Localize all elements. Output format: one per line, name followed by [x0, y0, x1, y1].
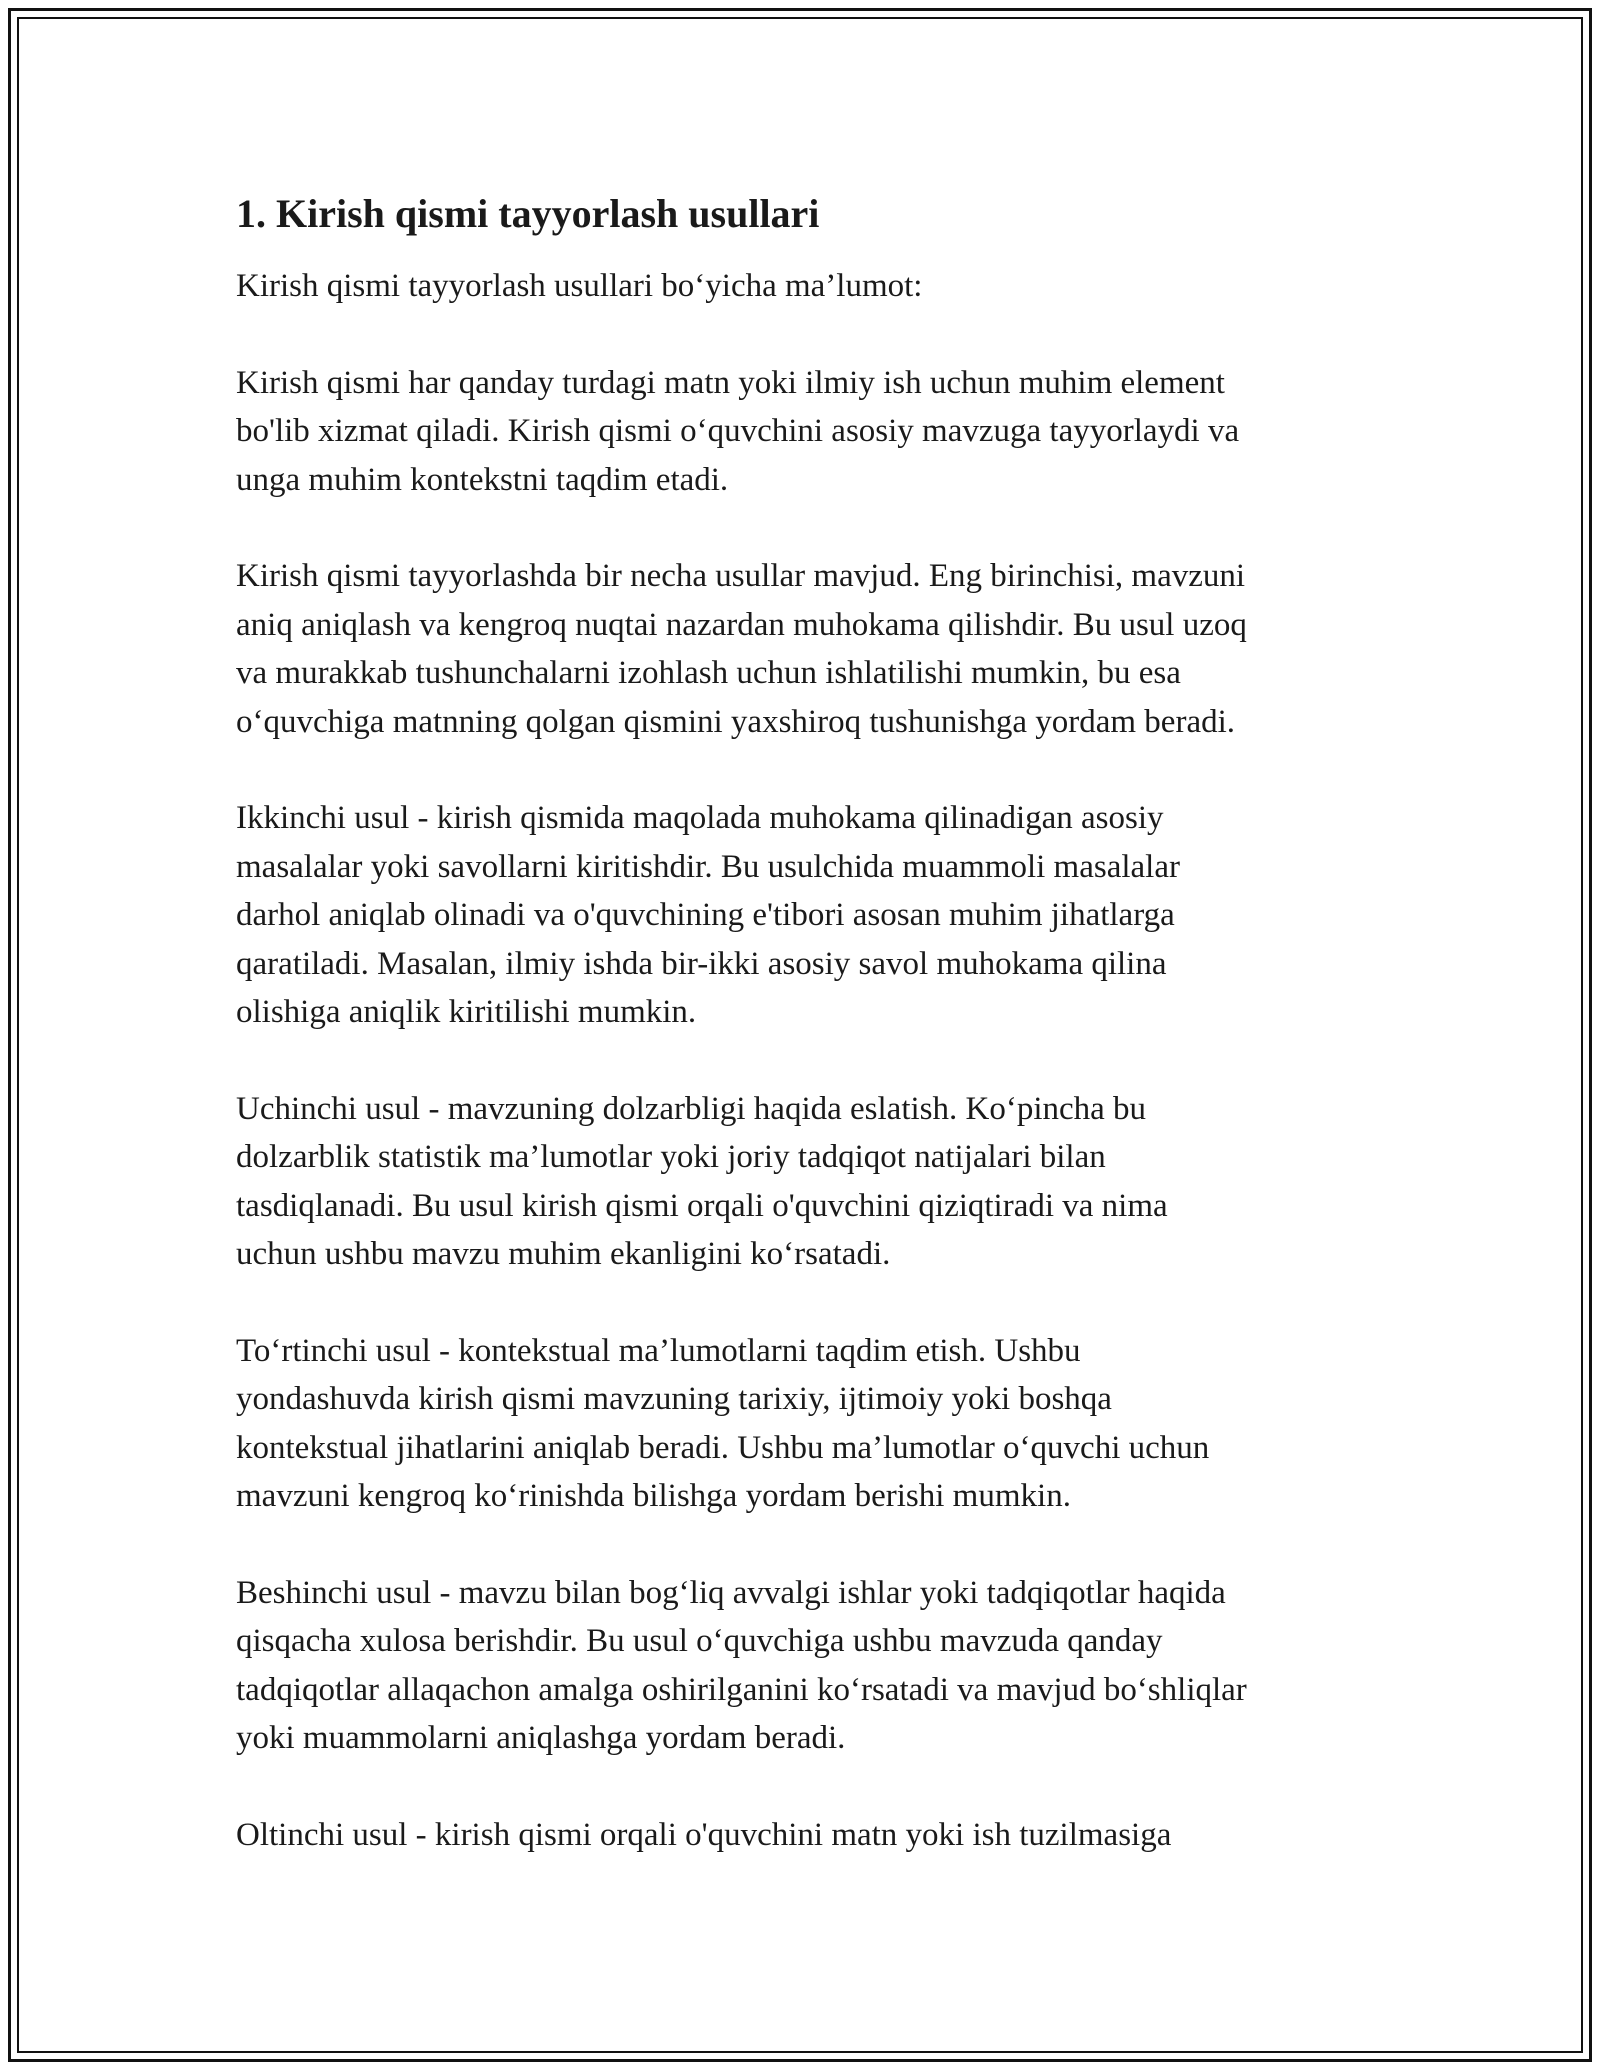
- paragraph-line: darhol aniqlab olinadi va o'quvchining e'tibori asosan muhim jihatlarga: [236, 897, 1175, 933]
- paragraph-1: [236, 359, 1386, 505]
- paragraph-line: o‘quvchiga matnning qolgan qismini yaxshiroq tushunishga yordam beradi.: [236, 703, 1236, 740]
- paragraph-line: To‘rtinchi usul - kontekstual ma’lumotlarni taqdim etish. Ushbu: [236, 1332, 1081, 1369]
- paragraph-line: yoki muammolarni aniqlashga yordam beradi.: [236, 1720, 846, 1756]
- paragraph-line: va murakkab tushunchalarni izohlash uchun ishlatilishi mumkin, bu esa: [236, 655, 1181, 691]
- paragraph-line: Kirish qismi har qanday turdagi matn yoki ilmiy ish uchun muhim element: [236, 364, 1225, 401]
- paragraph-line: aniq aniqlash va kengroq nuqtai nazardan muhokama qilishdir. Bu usul uzoq: [236, 606, 1247, 643]
- paragraph-line: Beshinchi usul - mavzu bilan bog‘liq avvalgi ishlar yoki tadqiqotlar haqida: [236, 1574, 1226, 1611]
- paragraph-5: [236, 1327, 1386, 1521]
- document-title: 1. Kirish qismi tayyorlash usullari: [236, 191, 820, 236]
- paragraph-7: [236, 1811, 1386, 1860]
- paragraph-line: dolzarblik statistik ma’lumotlar yoki joriy tadqiqot natijalari bilan: [236, 1139, 1106, 1175]
- paragraph-line: mavzuni kengroq ko‘rinishda bilishga yordam berishi mumkin.: [236, 1478, 1071, 1514]
- paragraph-4: [236, 1085, 1386, 1279]
- document-body: [236, 188, 1386, 1907]
- paragraph-line: Uchinchi usul - mavzuning dolzarbligi haqida eslatish. Ko‘pincha bu: [236, 1090, 1147, 1127]
- paragraph-line: masalalar yoki savollarni kiritishdir. Bu usulchida muammoli masalalar: [236, 848, 1180, 885]
- paragraph-2: [236, 552, 1386, 746]
- paragraph-line: tasdiqlanadi. Bu usul kirish qismi orqali o'quvchini qiziqtiradi va nima: [236, 1187, 1168, 1224]
- paragraph-line: bo'lib xizmat qiladi. Kirish qismi o‘quvchini asosiy mavzuga tayyorlaydi va: [236, 413, 1240, 449]
- paragraph-line: kontekstual jihatlarini aniqlab beradi. Ushbu ma’lumotlar o‘quvchi uchun: [236, 1429, 1210, 1466]
- paragraph-line: Kirish qismi tayyorlashda bir necha usullar mavjud. Eng birinchisi, mavzuni: [236, 558, 1246, 594]
- paragraph-line: yondashuvda kirish qismi mavzuning tarixiy, ijtimoiy yoki boshqa: [236, 1381, 1112, 1417]
- paragraph-line: unga muhim kontekstni taqdim etadi.: [236, 461, 729, 498]
- paragraph-line: qisqacha xulosa berishdir. Bu usul o‘quvchiga ushbu mavzuda qanday: [236, 1623, 1163, 1659]
- paragraph-line: uchun ushbu mavzu muhim ekanligini ko‘rsatadi.: [236, 1236, 891, 1272]
- paragraph-line: qaratiladi. Masalan, ilmiy ishda bir-ikki asosiy savol muhokama qilina: [236, 945, 1167, 982]
- paragraph-line: Ikkinchi usul - kirish qismida maqolada muhokama qilinadigan asosiy: [236, 800, 1164, 836]
- paragraph-3: [236, 794, 1386, 1037]
- paragraph-line: olishiga aniqlik kiritilishi mumkin.: [236, 994, 697, 1030]
- paragraph-line: tadqiqotlar allaqachon amalga oshirilganini ko‘rsatadi va mavjud bo‘shliqlar: [236, 1671, 1247, 1708]
- paragraph-6: [236, 1569, 1386, 1763]
- intro-line: Kirish qismi tayyorlash usullari bo‘yicha ma’lumot:: [236, 268, 923, 304]
- paragraph-line: Oltinchi usul - kirish qismi orqali o'quvchini matn yoki ish tuzilmasiga: [236, 1816, 1172, 1853]
